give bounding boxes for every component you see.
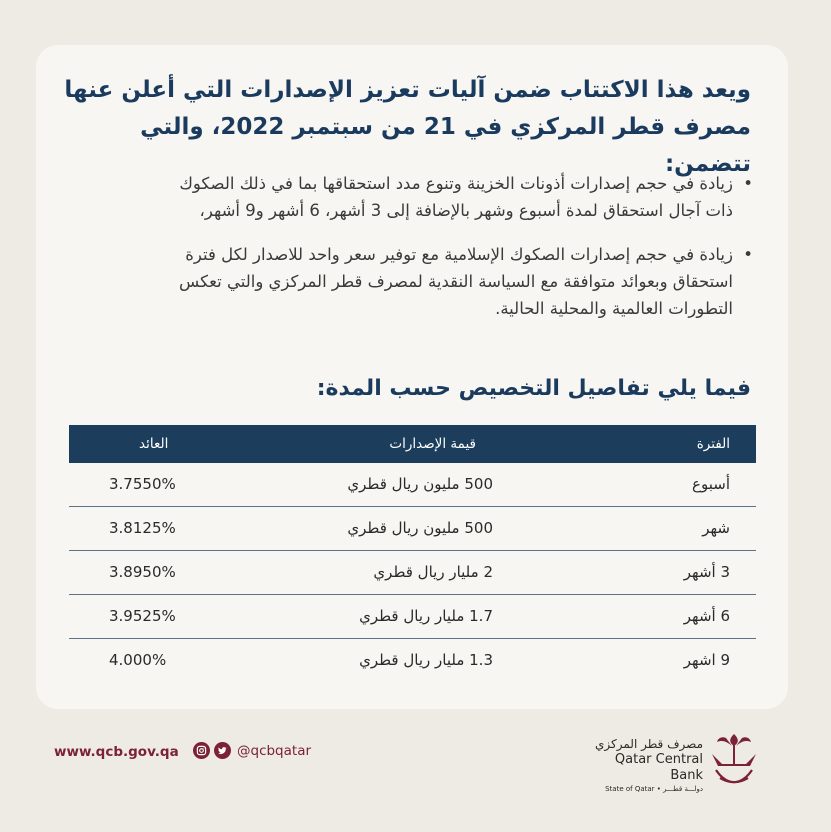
bank-name-english: Qatar Central Bank (614, 752, 703, 783)
page-title (51, 72, 751, 183)
bullet-item (63, 170, 753, 224)
cell-amount: 1.3 مليار ريال قطري (359, 651, 493, 669)
header-yield: العائد (139, 436, 169, 452)
table-row (69, 551, 756, 595)
cell-period: 9 اشهر (683, 651, 730, 669)
bullet-item (63, 241, 753, 322)
title-line-2: مصرف قطر المركزي في 21 من سبتمبر 2022، والتي تتضمن: (140, 114, 751, 177)
allocation-table (69, 425, 756, 682)
cell-yield: 3.9525% (109, 607, 176, 625)
social-links (193, 742, 311, 759)
website-link[interactable]: www.qcb.gov.qa (54, 744, 179, 760)
cell-amount: 2 مليار ريال قطري (373, 563, 493, 581)
cell-yield: 3.8950% (109, 563, 176, 581)
social-handle[interactable]: @qcbqatar (237, 742, 312, 759)
instagram-icon[interactable] (193, 742, 210, 759)
header-amount: قيمة الإصدارات (389, 436, 476, 452)
cell-yield: 3.8125% (109, 519, 176, 537)
bullet-dot-icon: • (743, 245, 753, 264)
bullet-line: زيادة في حجم إصدارات الصكوك الإسلامية مع توفير سعر واحد للاصدار لكل فترة (185, 245, 733, 264)
table-row (69, 507, 756, 551)
bullet-dot-icon: • (743, 174, 753, 193)
table-row (69, 639, 756, 682)
bullet-line: استحقاق وبعوائد متوافقة مع السياسة النقدية لمصرف قطر المركزي والتي تعكس (179, 272, 733, 291)
bank-name-arabic: مصرف قطر المركزي (595, 737, 703, 751)
table-header (69, 425, 756, 463)
cell-amount: 500 مليون ريال قطري (347, 475, 493, 493)
title-line-1: ويعد هذا الاكتتاب ضمن آليات تعزيز الإصدارات التي أعلن عنها (64, 77, 751, 103)
state-label: State of Qatar • دولـــة قطـــر (605, 785, 703, 793)
bullet-line: زيادة في حجم إصدارات أذونات الخزينة وتنوع مدد استحقاقها بما في ذلك الصكوك (179, 174, 733, 193)
footer (0, 712, 831, 832)
bullet-line: ذات آجال استحقاق لمدة أسبوع وشهر بالإضافة إلى 3 أشهر، 6 أشهر و9 أشهر، (199, 201, 733, 220)
table-row (69, 595, 756, 639)
bullet-line: التطورات العالمية والمحلية الحالية. (495, 299, 733, 318)
cell-period: أسبوع (692, 475, 730, 493)
cell-amount: 500 مليون ريال قطري (347, 519, 493, 537)
cell-period: 3 أشهر (683, 563, 730, 581)
cell-yield: 4.000% (109, 651, 167, 669)
section-title: فيما يلي تفاصيل التخصيص حسب المدة: (316, 376, 751, 401)
cell-period: 6 أشهر (683, 607, 730, 625)
header-period: الفترة (696, 436, 730, 452)
cell-yield: 3.7550% (109, 475, 176, 493)
bullet-list (63, 170, 753, 339)
bank-name (583, 737, 703, 794)
cell-period: شهر (702, 519, 730, 537)
table-row (69, 463, 756, 507)
cell-amount: 1.7 مليار ريال قطري (359, 607, 493, 625)
qcb-logo-icon (704, 724, 764, 798)
twitter-icon[interactable] (214, 742, 231, 759)
